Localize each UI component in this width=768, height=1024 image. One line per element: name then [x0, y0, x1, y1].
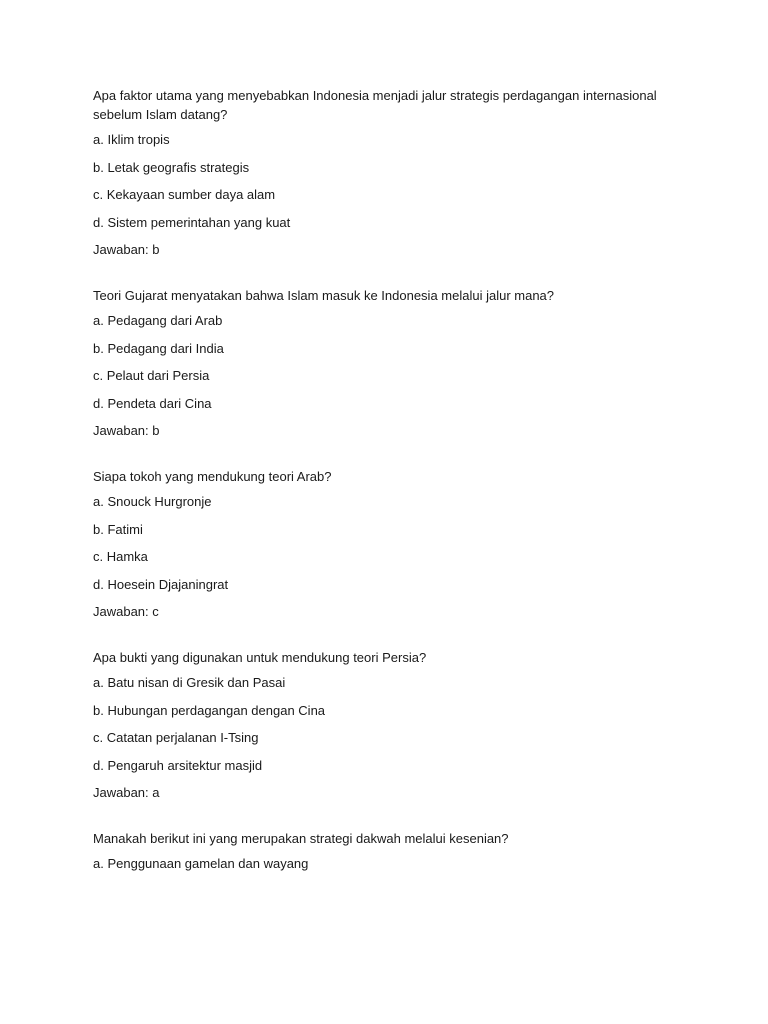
- answer: Jawaban: b: [93, 242, 160, 257]
- option-a: a. Snouck Hurgronje: [93, 494, 212, 509]
- question-text: Apa faktor utama yang menyebabkan Indonesia menjadi jalur strategis perdagangan internasional sebelum Islam datang?: [93, 88, 657, 122]
- question-2: [93, 286, 688, 440]
- answer: Jawaban: a: [93, 785, 160, 800]
- option-c: c. Catatan perjalanan I-Tsing: [93, 730, 259, 745]
- option-b: b. Fatimi: [93, 521, 143, 537]
- question-5: [93, 829, 688, 873]
- option-b: b. Letak geografis strategis: [93, 159, 250, 175]
- option-d: d. Pengaruh arsitektur masjid: [93, 757, 263, 773]
- option-a: a. Iklim tropis: [93, 132, 170, 147]
- question-text: Siapa tokoh yang mendukung teori Arab?: [93, 469, 332, 484]
- question-text: Teori Gujarat menyatakan bahwa Islam masuk ke Indonesia melalui jalur mana?: [93, 288, 555, 303]
- option-c: c. Kekayaan sumber daya alam: [93, 187, 276, 202]
- option-b: b. Pedagang dari India: [93, 340, 224, 356]
- option-a: a. Penggunaan gamelan dan wayang: [93, 856, 309, 871]
- option-a: a. Batu nisan di Gresik dan Pasai: [93, 675, 286, 690]
- answer: Jawaban: c: [93, 604, 159, 619]
- question-4: [93, 648, 688, 802]
- option-c: c. Hamka: [93, 549, 148, 564]
- option-a: a. Pedagang dari Arab: [93, 313, 223, 328]
- question-1: [93, 86, 688, 259]
- option-b: b. Hubungan perdagangan dengan Cina: [93, 702, 326, 718]
- option-d: d. Sistem pemerintahan yang kuat: [93, 214, 291, 230]
- question-text: Apa bukti yang digunakan untuk mendukung teori Persia?: [93, 650, 427, 665]
- question-text: Manakah berikut ini yang merupakan strategi dakwah melalui kesenian?: [93, 831, 509, 846]
- option-c: c. Pelaut dari Persia: [93, 368, 210, 383]
- option-d: d. Pendeta dari Cina: [93, 395, 212, 411]
- option-d: d. Hoesein Djajaningrat: [93, 576, 229, 592]
- question-3: [93, 467, 688, 621]
- answer: Jawaban: b: [93, 423, 160, 438]
